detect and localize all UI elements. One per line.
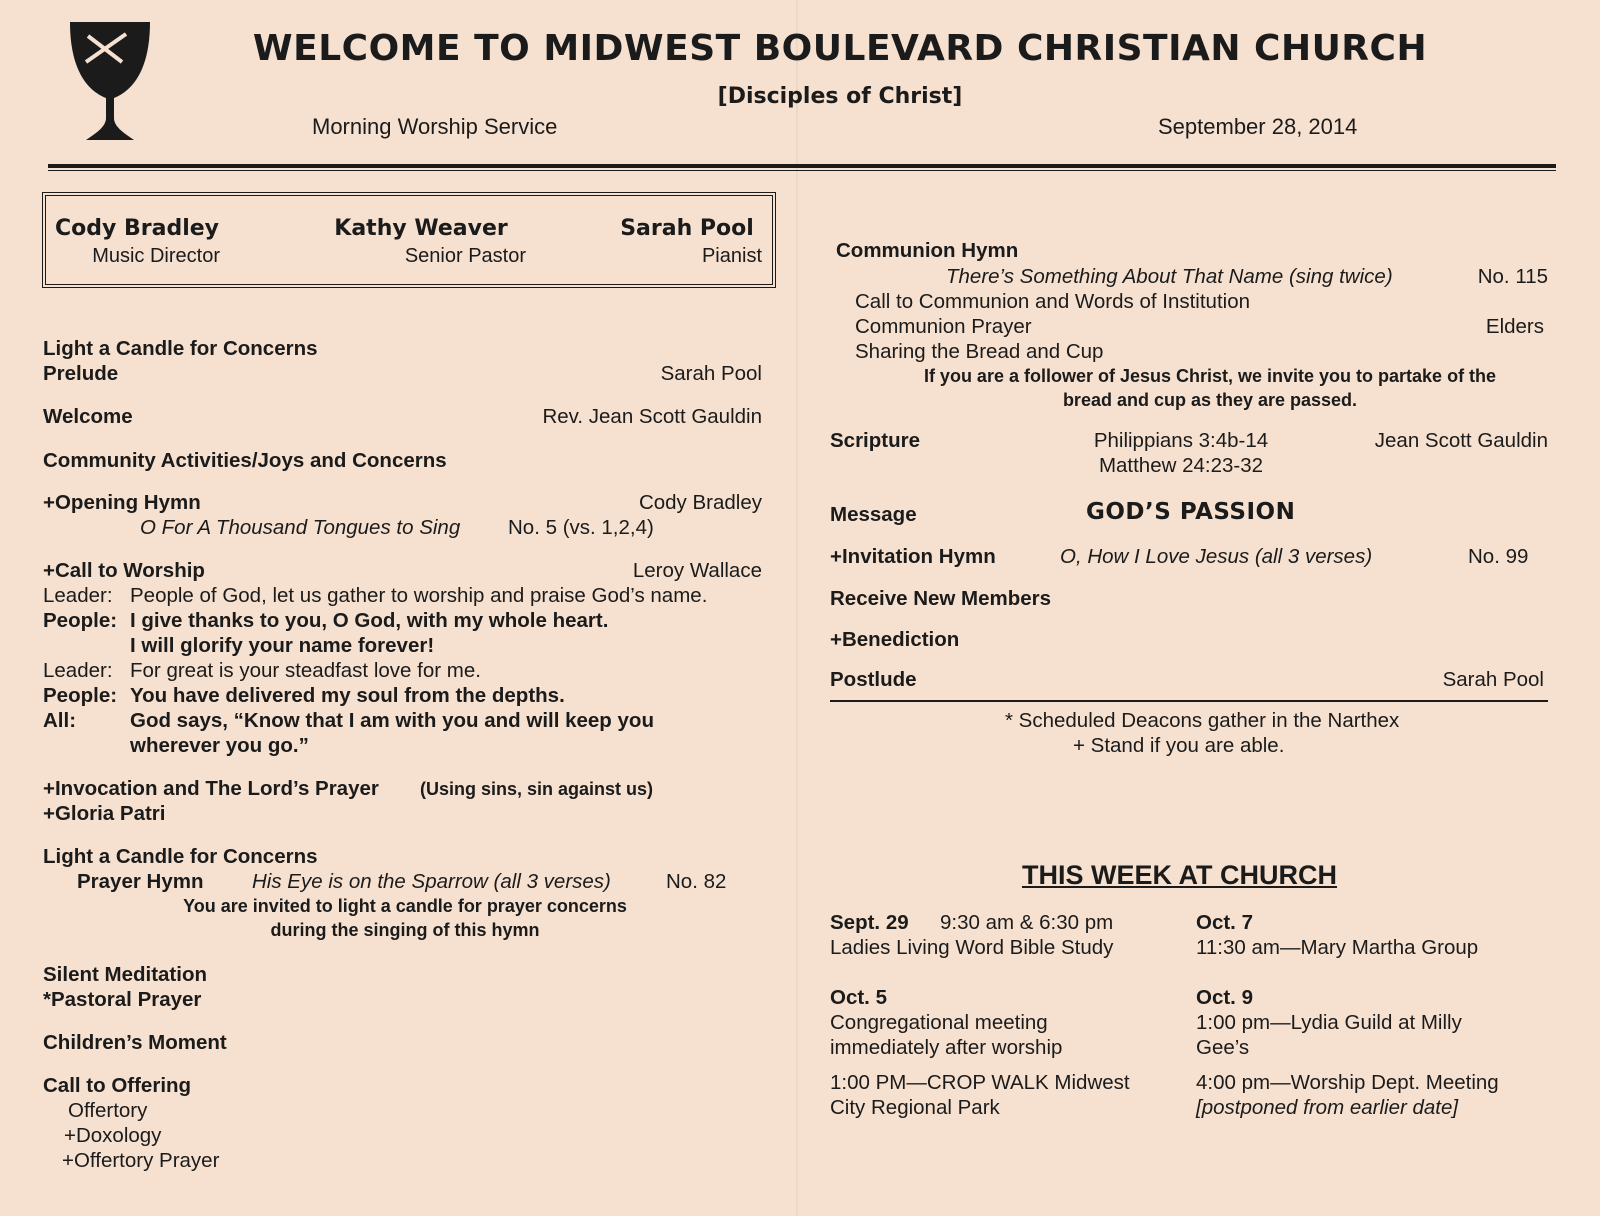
event-time: 9:30 am & 6:30 pm xyxy=(940,911,1114,934)
benediction-label: +Benediction xyxy=(830,628,960,651)
community-label: Community Activities/Joys and Concerns xyxy=(43,449,447,472)
welcome-leader: Rev. Jean Scott Gauldin xyxy=(542,405,762,428)
prayer-hymn-label: Prayer Hymn xyxy=(77,870,204,893)
receive-members-label: Receive New Members xyxy=(830,587,1052,610)
litany-speaker: All: xyxy=(43,709,77,732)
call-to-communion: Call to Communion and Words of Institution xyxy=(855,290,1251,313)
page-fold xyxy=(796,0,798,1216)
footnote: * Scheduled Deacons gather in the Narthex xyxy=(1005,709,1400,732)
litany-speaker: People: xyxy=(43,609,118,632)
postlude-label: Postlude xyxy=(830,668,917,691)
prayer-note: during the singing of this hymn xyxy=(270,920,540,940)
service-name: Morning Worship Service xyxy=(312,114,558,139)
event-description: 1:00 pm—Lydia Guild at Milly xyxy=(1196,1011,1462,1034)
event-date: Oct. 5 xyxy=(830,986,887,1009)
staff-name: Cody Bradley xyxy=(54,216,220,241)
litany-speaker: Leader: xyxy=(43,659,113,682)
staff-member xyxy=(316,216,526,268)
prelude-leader: Sarah Pool xyxy=(660,362,762,385)
offertory-label: Offertory xyxy=(68,1099,148,1122)
offertory-prayer-label: +Offertory Prayer xyxy=(62,1149,220,1172)
event-description: 1:00 PM—CROP WALK Midwest xyxy=(830,1071,1130,1094)
staff-box xyxy=(42,192,776,288)
service-date: September 28, 2014 xyxy=(1158,114,1358,139)
event-date: Sept. 29 xyxy=(830,911,909,934)
event-description: immediately after worship xyxy=(830,1036,1063,1059)
message-label: Message xyxy=(830,503,917,526)
childrens-moment-label: Children’s Moment xyxy=(43,1031,227,1054)
footnote: + Stand if you are able. xyxy=(1073,734,1285,757)
sharing-label: Sharing the Bread and Cup xyxy=(855,340,1104,363)
event-description: Congregational meeting xyxy=(830,1011,1048,1034)
staff-role: Pianist xyxy=(701,245,762,267)
opening-hymn-number: No. 5 (vs. 1,2,4) xyxy=(508,516,654,539)
pastoral-prayer-label: *Pastoral Prayer xyxy=(43,988,202,1011)
event-note: [postponed from earlier date] xyxy=(1196,1096,1459,1119)
opening-hymn-leader: Cody Bradley xyxy=(638,491,762,514)
staff-name: Sarah Pool xyxy=(620,216,754,241)
prelude-label: Prelude xyxy=(43,362,119,385)
doxology-label: +Doxology xyxy=(64,1124,162,1147)
communion-invite: bread and cup as they are passed. xyxy=(1062,390,1358,410)
offering-label: Call to Offering xyxy=(43,1074,192,1097)
week-heading: THIS WEEK AT CHURCH xyxy=(1022,860,1337,890)
invitation-hymn-number: No. 99 xyxy=(1468,545,1529,568)
litany-speaker: People: xyxy=(43,684,118,707)
call-to-worship-leader: Leroy Wallace xyxy=(632,559,762,582)
invitation-hymn-label: +Invitation Hymn xyxy=(830,545,996,568)
staff-member xyxy=(612,216,762,268)
litany-line: I give thanks to you, O God, with my whole heart. xyxy=(130,609,609,632)
chalice-icon xyxy=(68,18,152,148)
gloria-label: +Gloria Patri xyxy=(43,802,166,825)
communion-hymn-label: Communion Hymn xyxy=(836,239,1019,262)
page-title: WELCOME TO MIDWEST BOULEVARD CHRISTIAN CHURCH xyxy=(252,28,1428,69)
event-description: City Regional Park xyxy=(830,1096,1000,1119)
scripture-reader: Jean Scott Gauldin xyxy=(1374,429,1548,452)
silent-meditation-label: Silent Meditation xyxy=(43,963,207,986)
communion-hymn-title: There’s Something About That Name (sing twice) xyxy=(946,265,1393,288)
opening-hymn-title: O For A Thousand Tongues to Sing xyxy=(140,516,461,539)
prayer-hymn-title: His Eye is on the Sparrow (all 3 verses) xyxy=(252,870,611,893)
scripture-label: Scripture xyxy=(830,429,920,452)
litany-line: People of God, let us gather to worship and praise God’s name. xyxy=(130,584,708,607)
staff-role: Senior Pastor xyxy=(404,245,526,267)
candle-item: Light a Candle for Concerns xyxy=(43,337,318,360)
scripture-reference: Philippians 3:4b-14 xyxy=(1093,429,1269,452)
litany-line: wherever you go.” xyxy=(130,734,309,757)
event-description: Gee’s xyxy=(1196,1036,1250,1059)
header-divider xyxy=(48,164,1556,168)
event-date: Oct. 7 xyxy=(1196,911,1253,934)
section-divider xyxy=(830,700,1548,702)
opening-hymn-label: +Opening Hymn xyxy=(43,491,201,514)
litany-line: I will glorify your name forever! xyxy=(130,634,435,657)
event-description: 4:00 pm—Worship Dept. Meeting xyxy=(1196,1071,1499,1094)
prayer-hymn-number: No. 82 xyxy=(666,870,727,893)
communion-prayer-label: Communion Prayer xyxy=(855,315,1032,338)
header-divider-thin xyxy=(48,170,1556,171)
invocation-note: (Using sins, sin against us) xyxy=(420,779,654,799)
event-date: Oct. 9 xyxy=(1196,986,1253,1009)
denomination-subtitle: [Disciples of Christ] xyxy=(717,84,963,109)
litany-line: You have delivered my soul from the depths. xyxy=(130,684,565,707)
invitation-hymn-title: O, How I Love Jesus (all 3 verses) xyxy=(1060,545,1373,568)
litany-speaker: Leader: xyxy=(43,584,113,607)
litany-line: God says, “Know that I am with you and will keep you xyxy=(130,709,654,732)
event-description: Ladies Living Word Bible Study xyxy=(830,936,1114,959)
candle-item: Light a Candle for Concerns xyxy=(43,845,318,868)
scripture-reference: Matthew 24:23-32 xyxy=(1098,454,1264,477)
invocation-label: +Invocation and The Lord’s Prayer xyxy=(43,777,379,800)
call-to-worship-label: +Call to Worship xyxy=(43,559,205,582)
prayer-note: You are invited to light a candle for prayer concerns xyxy=(183,896,627,916)
staff-name: Kathy Weaver xyxy=(334,216,508,241)
staff-member xyxy=(54,216,220,268)
communion-invite: If you are a follower of Jesus Christ, we invite you to partake of the xyxy=(923,366,1497,386)
communion-hymn-number: No. 115 xyxy=(1477,265,1548,288)
staff-role: Music Director xyxy=(92,245,220,267)
litany-line: For great is your steadfast love for me. xyxy=(130,659,481,682)
communion-prayer-leader: Elders xyxy=(1485,315,1544,338)
postlude-leader: Sarah Pool xyxy=(1442,668,1544,691)
message-title: GOD’S PASSION xyxy=(1086,499,1296,525)
welcome-label: Welcome xyxy=(43,405,133,428)
event-description: 11:30 am—Mary Martha Group xyxy=(1196,936,1479,959)
